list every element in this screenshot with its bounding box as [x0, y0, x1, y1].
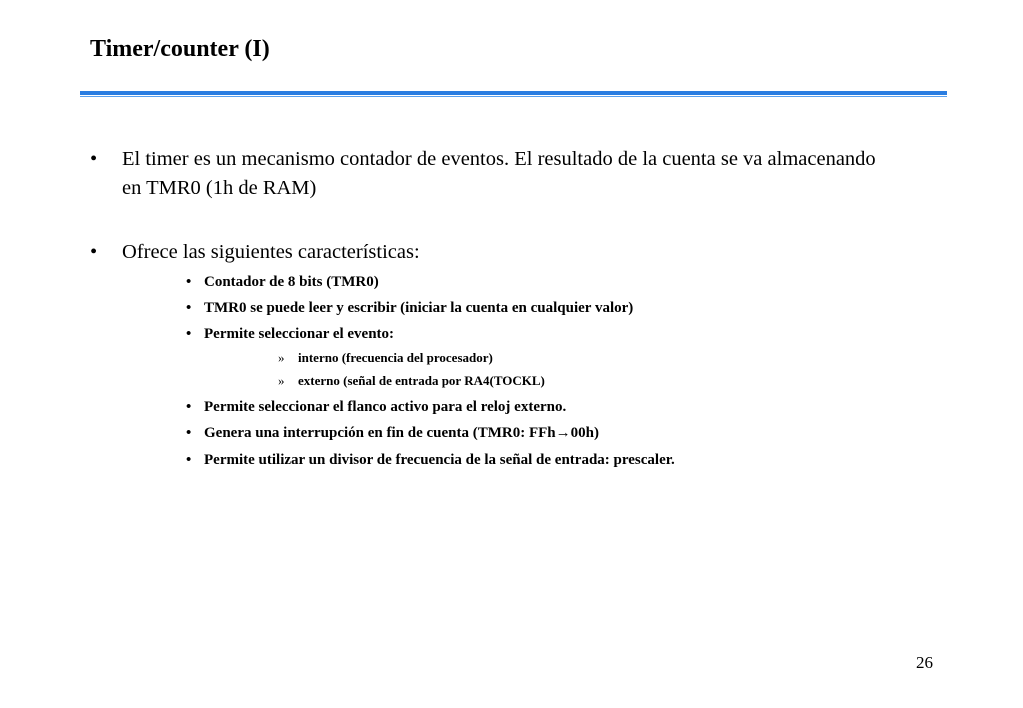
sub-sub-bullet-text: externo (señal de entrada por RA4(TOCKL)	[298, 373, 545, 388]
sub-bullet-mark: •	[186, 300, 192, 316]
sub-bullet-mark: •	[186, 425, 192, 441]
bullet-mark: •	[90, 148, 98, 170]
title-rule-thick	[80, 91, 947, 95]
sub-bullet-mark: •	[186, 274, 192, 290]
title-rule-thin	[80, 96, 947, 97]
sub-bullet-text: TMR0 se puede leer y escribir (iniciar la cuenta en cualquier valor)	[204, 300, 634, 316]
sub-bullet-text: Permite seleccionar el flanco activo para el reloj externo.	[204, 399, 567, 415]
sub-sub-bullet-mark: »	[278, 350, 285, 365]
sub-bullet-text: Permite utilizar un divisor de frecuencia de la señal de entrada: prescaler.	[204, 452, 675, 468]
sub-sub-bullet-mark: »	[278, 373, 285, 388]
sub-bullet-mark: •	[186, 399, 192, 415]
bullet-text: El timer es un mecanismo contador de eventos. El resultado de la cuenta se va almacenando en TMR0 (1h de RAM)	[122, 148, 876, 199]
page-number: 26	[916, 653, 933, 672]
sub-bullet-mark: •	[186, 326, 192, 342]
sub-bullet-text: Contador de 8 bits (TMR0)	[204, 274, 379, 290]
slide-title: Timer/counter (I)	[90, 36, 270, 62]
sub-bullet-text: Genera una interrupción en fin de cuenta (TMR0: FFh→00h)	[204, 425, 599, 441]
sub-bullet-text: Permite seleccionar el evento:	[204, 326, 395, 342]
title-rule	[80, 91, 947, 97]
sub-bullet-mark: •	[186, 452, 192, 468]
bullet-mark: •	[90, 241, 98, 263]
bullet-text: Ofrece las siguientes características:	[122, 241, 420, 263]
sub-sub-bullet-text: interno (frecuencia del procesador)	[298, 350, 493, 365]
